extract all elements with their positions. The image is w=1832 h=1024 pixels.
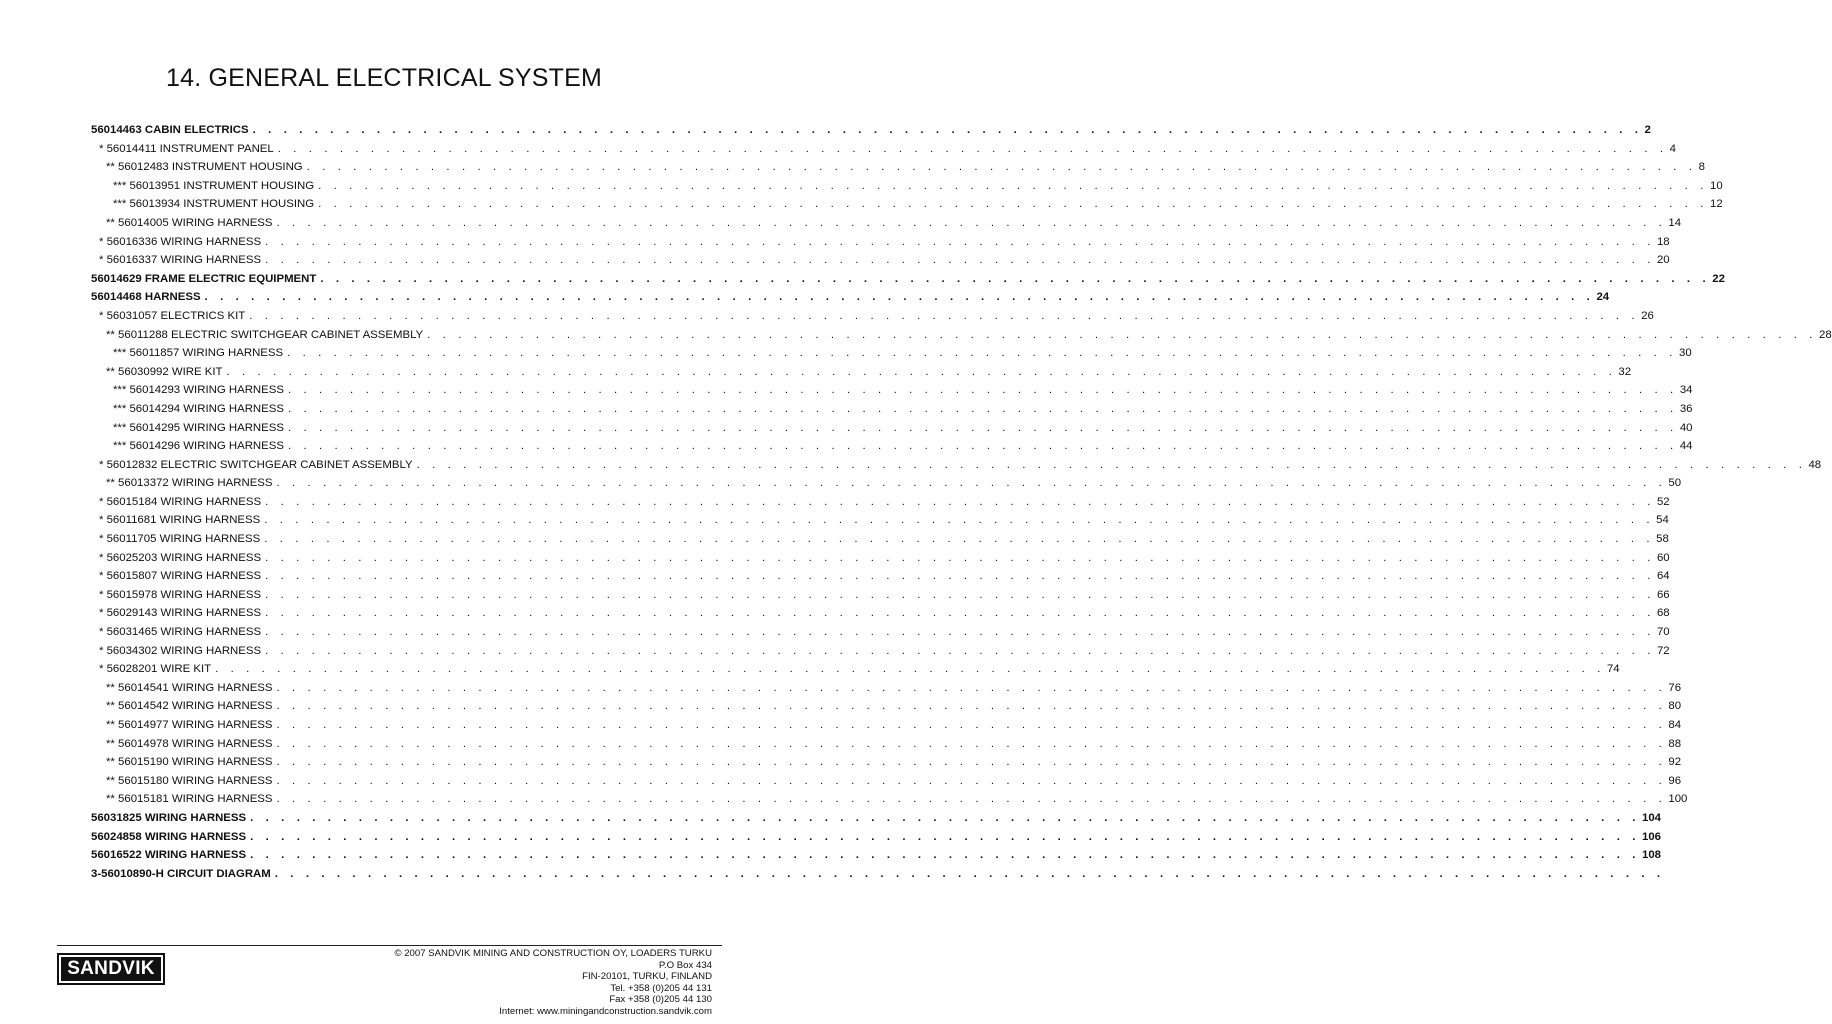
toc-entry-label: ** 56015190 WIRING HARNESS (106, 756, 273, 769)
toc-entry (91, 440, 1693, 459)
toc-entry (91, 607, 1670, 626)
toc-entry (91, 254, 1670, 273)
toc-entry-label: ** 56014977 WIRING HARNESS (106, 719, 273, 731)
toc-entry-page: 34 (1679, 384, 1693, 397)
toc-entry (91, 235, 1670, 255)
toc-entry (91, 551, 1670, 571)
toc-entry (91, 309, 1654, 329)
toc-leader-dots: . . . . . . . . . . . . . . . . . . . . . . . . . . . . . . . . . . . . . . . . . . . . . . . . . . . . . . . . . . . . . . . . . . . . . . . . . . . . . . . . . . . . . . . . . . (265, 626, 1655, 639)
toc-leader-dots: . . . . . . . . . . . . . . . . . . . . . . . . . . . . . . . . . . . . . . . . . . . . . . . . . . . . . . . . . . . . . . . . . . . . . . . . . . . . . . . . . . . . . . . . . . (287, 384, 1678, 397)
footer-contact-info (394, 948, 712, 1018)
toc-entry (91, 495, 1670, 515)
toc-entry (91, 142, 1676, 162)
toc-entry-label: *** 56013951 INSTRUMENT HOUSING (113, 179, 315, 192)
toc-entry-page: 24 (1596, 291, 1610, 304)
toc-entry (91, 533, 1669, 552)
toc-leader-dots: . . . . . . . . . . . . . . . . . . . . . . . . . . . . . . . . . . . . . . . . . . . . . . . . . . . . . . . . . . . . . . . . . . . . . . . . . . . . . . . . . . . . . . . . . . (264, 514, 1655, 527)
toc-leader-dots: . . . . . . . . . . . . . . . . . . . . . . . . . . . . . . . . . . . . . . . . . . . . . . . . . . . . . . . . . . . . . . . . . . . . . . . . . . . . . . . . . . . . . . . . . . (215, 663, 1605, 676)
toc-leader-dots: . . . . . . . . . . . . . . . . . . . . . . . . . . . . . . . . . . . . . . . . . . . . . . . . . . . . . . . . . . . . . . . . . . . . . . . . . . . . . . . . . . . . . . . . . . (276, 756, 1667, 769)
toc-leader-dots: . . . . . . . . . . . . . . . . . . . . . . . . . . . . . . . . . . . . . . . . . . . . . . . . . . . . . . . . . . . . . . . . . . . . . . . . . . . . . . . . . . . . . . . . . . (276, 681, 1667, 694)
toc-leader-dots: . . . . . . . . . . . . . . . . . . . . . . . . . . . . . . . . . . . . . . . . . . . . . . . . . . . . . . . . . . . . . . . . . . . . . . . . . . . . . . . . . . . . . . . . . . (276, 793, 1667, 806)
toc-entry (91, 421, 1693, 441)
toc-entry (91, 272, 1725, 292)
toc-entry-page: 66 (1656, 588, 1670, 601)
toc-entry-page: 52 (1656, 495, 1670, 508)
toc-leader-dots: . . . . . . . . . . . . . . . . . . . . . . . . . . . . . . . . . . . . . . . . . . . . . . . . . . . . . . . . . . . . . . . . . . . . . . . . . . . . . . . . . . . . . . . . . . (265, 588, 1655, 601)
toc-entry-label: * 56031465 WIRING HARNESS (99, 626, 262, 639)
toc-entry (91, 811, 1662, 831)
toc-entry-page: 72 (1656, 644, 1670, 657)
toc-leader-dots: . . . . . . . . . . . . . . . . . . . . . . . . . . . . . . . . . . . . . . . . . . . . . . . . . . . . . . . . . . . . . . . . . . . . . . . . . . . . . . . . . . . . . . . . . . (249, 309, 1640, 322)
toc-leader-dots: . . . . . . . . . . . . . . . . . . . . . . . . . . . . . . . . . . . . . . . . . . . . . . . . . . . . . . . . . . . . . . . . . . . . . . . . . . . . . . . . . . . . . . . . . . (250, 830, 1640, 843)
toc-entry (91, 663, 1620, 682)
toc-entry-label: * 56015978 WIRING HARNESS (99, 588, 262, 601)
toc-entry (91, 347, 1692, 366)
toc-leader-dots: . . . . . . . . . . . . . . . . . . . . . . . . . . . . . . . . . . . . . . . . . . . . . . . . . . . . . . . . . . . . . . . . . . . . . . . . . . . . . . . . . . . . . . . . . . (277, 142, 1668, 155)
toc-entry-page: 2 (1644, 124, 1651, 136)
toc-entry-label: * 56016336 WIRING HARNESS (99, 235, 262, 248)
toc-entry-label: * 56016337 WIRING HARNESS (99, 254, 262, 267)
footer-copyright: © 2007 SANDVIK MINING AND CONSTRUCTION OY, LOADERS TURKU (394, 948, 712, 959)
toc-leader-dots: . . . . . . . . . . . . . . . . . . . . . . . . . . . . . . . . . . . . . . . . . . . . . . . . . . . . . . . . . . . . . . . . . . . . . . . . . . . . . . . . . . . . . . . . . . (276, 216, 1667, 229)
toc-leader-dots: . . . . . . . . . . . . . . . . . . . . . . . . . . . . . . . . . . . . . . . . . . . . . . . . . . . . . . . . . . . . . . . . . . . . . . . . . . . . . . . . . . . . . . . . . . (427, 328, 1818, 341)
toc-leader-dots: . . . . . . . . . . . . . . . . . . . . . . . . . . . . . . . . . . . . . . . . . . . . . . . . . . . . . . . . . . . . . . . . . . . . . . . . . . . . . . . . . . . . . . . . . . (416, 458, 1807, 471)
toc-entry-label: 56014629 FRAME ELECTRIC EQUIPMENT (91, 272, 317, 285)
toc-entry-page: 30 (1678, 347, 1692, 360)
toc-entry-page: 106 (1642, 830, 1662, 843)
toc-entry (91, 458, 1822, 478)
toc-leader-dots: . . . . . . . . . . . . . . . . . . . . . . . . . . . . . . . . . . . . . . . . . . . . . . . . . . . . . . . . . . . . . . . . . . . . . . . . . . . . . . . . . . . . . . . . . . (264, 533, 1655, 546)
toc-entry-label: 56014463 CABIN ELECTRICS (91, 124, 249, 136)
toc-entry-label: * 56025203 WIRING HARNESS (99, 551, 262, 564)
toc-entry (91, 198, 1723, 217)
toc-entry-label: * 56015807 WIRING HARNESS (99, 570, 262, 583)
toc-leader-dots: . . . . . . . . . . . . . . . . . . . . . . . . . . . . . . . . . . . . . . . . . . . . . . . . . . . . . . . . . . . . . . . . . . . . . . . . . . . . . . . . . . . . . . . . . . (265, 495, 1655, 508)
toc-entry (91, 477, 1682, 496)
toc-entry-label: * 56028201 WIRE KIT (99, 663, 212, 676)
toc-entry-page: 76 (1668, 681, 1682, 694)
toc-entry (91, 626, 1670, 645)
footer-internet: Internet: www.miningandconstruction.sandvik.com (499, 1005, 712, 1017)
toc-entry-label: *** 56013934 INSTRUMENT HOUSING (113, 198, 315, 211)
toc-entry (91, 756, 1682, 775)
toc-entry (91, 588, 1670, 608)
toc-leader-dots: . . . . . . . . . . . . . . . . . . . . . . . . . . . . . . . . . . . . . . . . . . . . . . . . . . . . . . . . . . . . . . . . . . . . . . . . . . . . . . . . . . . . . . . . . . (276, 774, 1667, 787)
toc-entry-page: 74 (1606, 663, 1620, 676)
toc-leader-dots: . . . . . . . . . . . . . . . . . . . . . . . . . . . . . . . . . . . . . . . . . . . . . . . . . . . . . . . . . . . . . . . . . . . . . . . . . . . . . . . . . . . . . . . . . . (265, 254, 1655, 267)
table-of-contents (91, 124, 1832, 886)
toc-entry-page: 68 (1656, 607, 1670, 620)
toc-leader-dots: . . . . . . . . . . . . . . . . . . . . . . . . . . . . . . . . . . . . . . . . . . . . . . . . . . . . . . . . . . . . . . . . . . . . . . . . . . . . . . . . . . . . . . . . . . (276, 700, 1667, 713)
toc-entry-label: 56014468 HARNESS (91, 291, 201, 304)
toc-leader-dots: . . . . . . . . . . . . . . . . . . . . . . . . . . . . . . . . . . . . . . . . . . . . . . . . . . . . . . . . . . . . . . . . . . . . . . . . . . . . . . . . . . . . . . . . . . (250, 811, 1640, 824)
sandvik-logo (57, 953, 165, 985)
toc-entry-page: 54 (1656, 514, 1669, 527)
toc-leader-dots: . . . . . . . . . . . . . . . . . . . . . . . . . . . . . . . . . . . . . . . . . . . . . . . . . . . . . . . . . . . . . . . . . . . . . . . . . . . . . . . . . . . . . . . . . . (287, 440, 1678, 453)
logo-text: SANDVIK (67, 958, 155, 979)
toc-entry-page: 88 (1668, 737, 1682, 750)
toc-entry (91, 849, 1662, 868)
page-title: 14. GENERAL ELECTRICAL SYSTEM (165, 64, 603, 92)
toc-leader-dots: . . . . . . . . . . . . . . . . . . . . . . . . . . . . . . . . . . . . . . . . . . . . . . . . . . . . . . . . . . . . . . . . . . . . . . . . . . . . . . . . . . . . . . . . . . (274, 867, 1665, 880)
toc-entry-label: ** 56015181 WIRING HARNESS (106, 793, 273, 806)
toc-leader-dots: . . . . . . . . . . . . . . . . . . . . . . . . . . . . . . . . . . . . . . . . . . . . . . . . . . . . . . . . . . . . . . . . . . . . . . . . . . . . . . . . . . . . . . . . . . (276, 477, 1667, 490)
toc-leader-dots: . . . . . . . . . . . . . . . . . . . . . . . . . . . . . . . . . . . . . . . . . . . . . . . . . . . . . . . . . . . . . . . . . . . . . . . . . . . . . . . . . . . . . . . . . . (287, 421, 1678, 434)
toc-entry-label: 56024858 WIRING HARNESS (91, 830, 247, 843)
toc-entry-page: 10 (1709, 179, 1723, 192)
toc-entry (91, 161, 1705, 180)
toc-entry (91, 570, 1670, 589)
toc-entry-page: 108 (1642, 849, 1662, 862)
toc-entry-label: ** 56014542 WIRING HARNESS (106, 700, 273, 713)
toc-entry-page: 36 (1679, 402, 1693, 415)
toc-leader-dots: . . . . . . . . . . . . . . . . . . . . . . . . . . . . . . . . . . . . . . . . . . . . . . . . . . . . . . . . . . . . . . . . . . . . . . . . . . . . . . . . . . . . . . . . . . (265, 235, 1655, 248)
toc-entry (91, 291, 1610, 310)
toc-entry (91, 365, 1632, 385)
toc-entry-label: 56016522 WIRING HARNESS (91, 849, 247, 862)
toc-leader-dots: . . . . . . . . . . . . . . . . . . . . . . . . . . . . . . . . . . . . . . . . . . . . . . . . . . . . . . . . . . . . . . . . . . . . . . . . . . . . . . . . . . . . . . . . . . (250, 849, 1640, 862)
toc-entry-label: *** 56014295 WIRING HARNESS (113, 421, 284, 434)
toc-entry-label: * 56034302 WIRING HARNESS (99, 644, 262, 657)
toc-entry-label: ** 56014978 WIRING HARNESS (106, 737, 273, 750)
toc-leader-dots: . . . . . . . . . . . . . . . . . . . . . . . . . . . . . . . . . . . . . . . . . . . . . . . . . . . . . . . . . . . . . . . . . . . . . . . . . . . . . . . . . . . . . . . . . . (204, 291, 1595, 304)
footer-fax: Fax +358 (0)205 44 130 (609, 994, 712, 1006)
toc-entry-label: * 56012832 ELECTRIC SWITCHGEAR CABINET ASSEMBLY (99, 458, 413, 471)
toc-entry (91, 737, 1682, 757)
toc-entry-page: 92 (1668, 756, 1682, 769)
toc-entry-page: 18 (1656, 235, 1670, 248)
toc-entry-label: *** 56014293 WIRING HARNESS (113, 384, 284, 397)
toc-entry (91, 700, 1682, 719)
toc-entry-label: 3-56010890-H CIRCUIT DIAGRAM (91, 867, 271, 880)
toc-leader-dots: . . . . . . . . . . . . . . . . . . . . . . . . . . . . . . . . . . . . . . . . . . . . . . . . . . . . . . . . . . . . . . . . . . . . . . . . . . . . . . . . . . . . . . . . . . (252, 124, 1643, 136)
toc-entry (91, 124, 1651, 143)
toc-entry-label: * 56031057 ELECTRICS KIT (99, 309, 246, 322)
toc-entry-page: 84 (1668, 719, 1682, 731)
toc-entry-page: 50 (1668, 477, 1682, 490)
toc-entry-page: 48 (1808, 458, 1822, 471)
toc-entry (91, 830, 1662, 850)
toc-leader-dots: . . . . . . . . . . . . . . . . . . . . . . . . . . . . . . . . . . . . . . . . . . . . . . . . . . . . . . . . . . . . . . . . . . . . . . . . . . . . . . . . . . . . . . . . . . (318, 179, 1708, 192)
footer-city: FIN-20101, TURKU, FINLAND (582, 971, 712, 983)
toc-leader-dots: . . . . . . . . . . . . . . . . . . . . . . . . . . . . . . . . . . . . . . . . . . . . . . . . . . . . . . . . . . . . . . . . . . . . . . . . . . . . . . . . . . . . . . . . . . (265, 607, 1655, 620)
toc-entry-page: 96 (1668, 774, 1682, 787)
toc-leader-dots: . . . . . . . . . . . . . . . . . . . . . . . . . . . . . . . . . . . . . . . . . . . . . . . . . . . . . . . . . . . . . . . . . . . . . . . . . . . . . . . . . . . . . . . . . . (265, 644, 1655, 657)
toc-leader-dots: . . . . . . . . . . . . . . . . . . . . . . . . . . . . . . . . . . . . . . . . . . . . . . . . . . . . . . . . . . . . . . . . . . . . . . . . . . . . . . . . . . . . . . . . . . (226, 365, 1617, 378)
toc-entry-label: 56031825 WIRING HARNESS (91, 811, 247, 824)
toc-entry-page: 40 (1679, 421, 1693, 434)
toc-leader-dots: . . . . . . . . . . . . . . . . . . . . . . . . . . . . . . . . . . . . . . . . . . . . . . . . . . . . . . . . . . . . . . . . . . . . . . . . . . . . . . . . . . . . . . . . . . (318, 198, 1708, 211)
toc-entry-label: ** 56015180 WIRING HARNESS (106, 774, 273, 787)
toc-entry (91, 179, 1723, 199)
toc-entry-label: *** 56014294 WIRING HARNESS (113, 402, 284, 415)
toc-entry-label: *** 56011857 WIRING HARNESS (113, 347, 284, 360)
toc-entry-label: * 56011705 WIRING HARNESS (99, 533, 261, 546)
toc-entry-page: 26 (1641, 309, 1654, 322)
toc-entry (91, 774, 1682, 794)
toc-leader-dots: . . . . . . . . . . . . . . . . . . . . . . . . . . . . . . . . . . . . . . . . . . . . . . . . . . . . . . . . . . . . . . . . . . . . . . . . . . . . . . . . . . . . . . . . . . (320, 272, 1711, 285)
toc-entry-page: 64 (1656, 570, 1670, 583)
toc-entry-page: 12 (1709, 198, 1723, 211)
footer-tel: Tel. +358 (0)205 44 131 (610, 982, 712, 994)
toc-entry-label: *** 56014296 WIRING HARNESS (113, 440, 284, 453)
toc-entry (91, 384, 1693, 403)
toc-entry-page: 8 (1698, 161, 1705, 174)
toc-leader-dots: . . . . . . . . . . . . . . . . . . . . . . . . . . . . . . . . . . . . . . . . . . . . . . . . . . . . . . . . . . . . . . . . . . . . . . . . . . . . . . . . . . . . . . . . . . (265, 570, 1655, 583)
toc-entry-page: 80 (1668, 700, 1682, 713)
toc-entry-label: ** 56014541 WIRING HARNESS (106, 681, 273, 694)
toc-leader-dots: . . . . . . . . . . . . . . . . . . . . . . . . . . . . . . . . . . . . . . . . . . . . . . . . . . . . . . . . . . . . . . . . . . . . . . . . . . . . . . . . . . . . . . . . . . (306, 161, 1697, 174)
toc-leader-dots: . . . . . . . . . . . . . . . . . . . . . . . . . . . . . . . . . . . . . . . . . . . . . . . . . . . . . . . . . . . . . . . . . . . . . . . . . . . . . . . . . . . . . . . . . . (276, 719, 1667, 731)
toc-entry-label: ** 56012483 INSTRUMENT HOUSING (106, 161, 303, 174)
toc-entry-label: * 56011681 WIRING HARNESS (99, 514, 261, 527)
toc-entry (91, 216, 1682, 236)
toc-entry-page: 20 (1656, 254, 1670, 267)
toc-entry (91, 867, 1665, 887)
toc-entry-label: ** 56011288 ELECTRIC SWITCHGEAR CABINET ASSEMBLY (106, 328, 424, 341)
toc-entry-page: 100 (1668, 793, 1688, 806)
toc-entry (91, 681, 1682, 701)
toc-leader-dots: . . . . . . . . . . . . . . . . . . . . . . . . . . . . . . . . . . . . . . . . . . . . . . . . . . . . . . . . . . . . . . . . . . . . . . . . . . . . . . . . . . . . . . . . . . (265, 551, 1655, 564)
toc-entry-label: ** 56013372 WIRING HARNESS (106, 477, 273, 490)
toc-entry-page: 44 (1679, 440, 1693, 453)
toc-entry (91, 719, 1682, 738)
toc-entry-page: 70 (1656, 626, 1670, 639)
toc-entry (91, 328, 1832, 348)
toc-entry (91, 402, 1693, 422)
toc-leader-dots: . . . . . . . . . . . . . . . . . . . . . . . . . . . . . . . . . . . . . . . . . . . . . . . . . . . . . . . . . . . . . . . . . . . . . . . . . . . . . . . . . . . . . . . . . . (287, 347, 1677, 360)
toc-entry-label: * 56015184 WIRING HARNESS (99, 495, 262, 508)
toc-entry-label: ** 56030992 WIRE KIT (106, 365, 223, 378)
toc-entry-page: 32 (1618, 365, 1632, 378)
toc-entry-page: 28 (1819, 328, 1832, 341)
footer-po-box: P.O Box 434 (658, 959, 712, 971)
toc-entry-label: * 56014411 INSTRUMENT PANEL (99, 142, 274, 155)
toc-leader-dots: . . . . . . . . . . . . . . . . . . . . . . . . . . . . . . . . . . . . . . . . . . . . . . . . . . . . . . . . . . . . . . . . . . . . . . . . . . . . . . . . . . . . . . . . . . (276, 737, 1667, 750)
toc-entry-page: 58 (1656, 533, 1669, 546)
toc-entry (91, 793, 1688, 812)
toc-leader-dots: . . . . . . . . . . . . . . . . . . . . . . . . . . . . . . . . . . . . . . . . . . . . . . . . . . . . . . . . . . . . . . . . . . . . . . . . . . . . . . . . . . . . . . . . . . (287, 402, 1678, 415)
footer-divider (57, 945, 722, 946)
toc-entry (91, 514, 1669, 533)
toc-entry (91, 644, 1670, 664)
toc-entry-page: 104 (1642, 811, 1662, 824)
toc-entry-page: 60 (1656, 551, 1670, 564)
toc-entry-page: 14 (1668, 216, 1682, 229)
toc-entry-label: ** 56014005 WIRING HARNESS (106, 216, 273, 229)
toc-entry-label: * 56029143 WIRING HARNESS (99, 607, 262, 620)
toc-entry-page: 22 (1712, 272, 1725, 285)
toc-entry-page: 4 (1669, 142, 1676, 155)
